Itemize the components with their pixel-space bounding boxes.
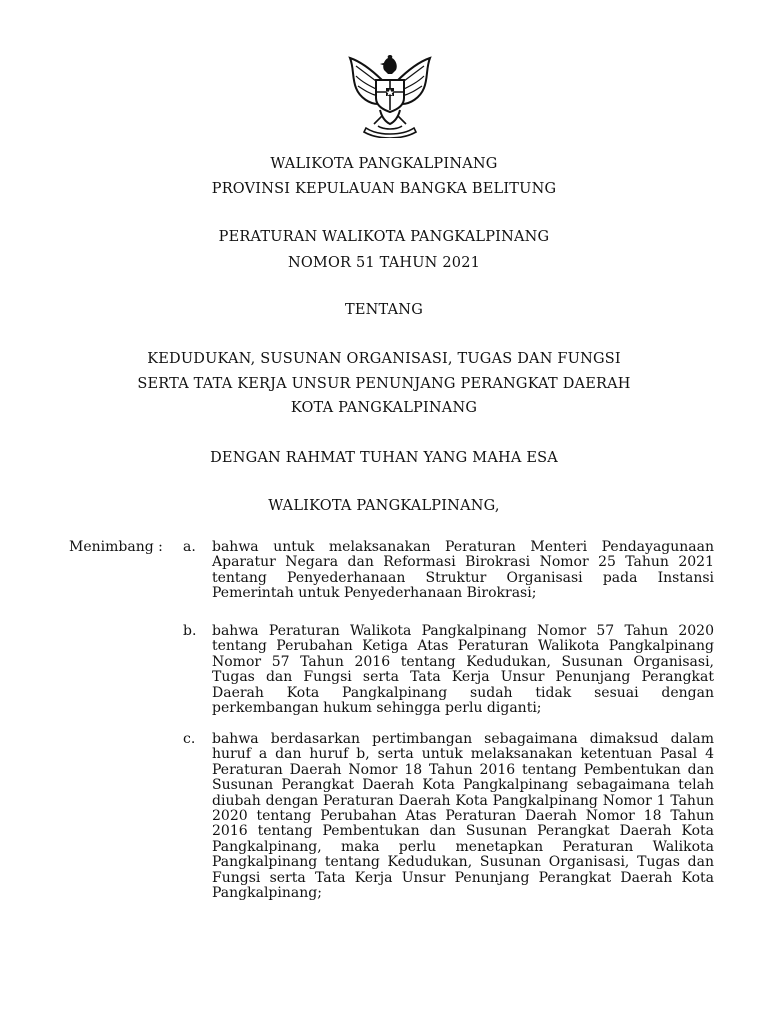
blessing-line: DENGAN RAHMAT TUHAN YANG MAHA ESA [210,450,558,466]
about-heading: TENTANG [345,302,423,318]
authority-name: WALIKOTA PANGKALPINANG [270,156,498,172]
regulation-title: PERATURAN WALIKOTA PANGKALPINANG [218,229,550,245]
item-text: bahwa berdasarkan pertimbangan sebagaimana dimaksud dalam huruf a dan huruf b, serta untuk melaksanakan ketentuan Pasal 4 Peraturan Daerah Nomor 18 Tahun 2016 tentang Pembentukan dan Susunan Perangkat Daerah Kota Pangkalpinang sebagaimana telah diubah dengan Peraturan Daerah Kota Pangkalpinang Nomor 1 Tahun 2020 tentang Perubahan Atas Peraturan Daerah Nomor 18 Tahun 2016 tentang Pembentukan dan Susunan Perangkat Daerah Kota Pangkalpinang, maka perlu menetapkan Peraturan Walikota Pangkalpinang tentang Kedudukan, Susunan Organisasi, Tugas dan Fungsi serta Tata Kerja Unsur Penunjang Perangkat Daerah Kota Pangkalpinang; [212,731,714,902]
issuing-authority: WALIKOTA PANGKALPINANG, [268,498,500,514]
item-text: bahwa untuk melaksanakan Peraturan Menteri Pendayagunaan Aparatur Negara dan Reformasi Birokrasi Nomor 25 Tahun 2021 tentang Penyederhanaan Struktur Organisasi pada Instansi Pemerintah untuk Penyederhanaan Birokrasi; [212,539,714,602]
province-name: PROVINSI KEPULAUAN BANGKA BELITUNG [211,181,557,197]
item-letter: a. [183,539,196,555]
subject-line-3: KOTA PANGKALPINANG [290,400,478,416]
garuda-emblem-icon [344,52,436,138]
item-letter: c. [183,731,196,747]
subject-line-2: SERTA TATA KERJA UNSUR PENUNJANG PERANGKAT DAERAH [137,376,631,392]
subject-line-1: KEDUDUKAN, SUSUNAN ORGANISASI, TUGAS DAN FUNGSI [147,351,621,367]
considering-label: Menimbang : [69,539,163,555]
item-letter: b. [183,623,197,639]
item-text: bahwa Peraturan Walikota Pangkalpinang Nomor 57 Tahun 2020 tentang Perubahan Ketiga Atas Peraturan Walikota Pangkalpinang Nomor 57 Tahun 2016 tentang Kedudukan, Susunan Organisasi, Tugas dan Fungsi serta Tata Kerja Unsur Penunjang Perangkat Daerah Kota Pangkalpinang sudah tidak sesuai dengan perkembangan hukum sehingga perlu diganti; [212,623,714,717]
regulation-number: NOMOR 51 TAHUN 2021 [287,255,481,271]
